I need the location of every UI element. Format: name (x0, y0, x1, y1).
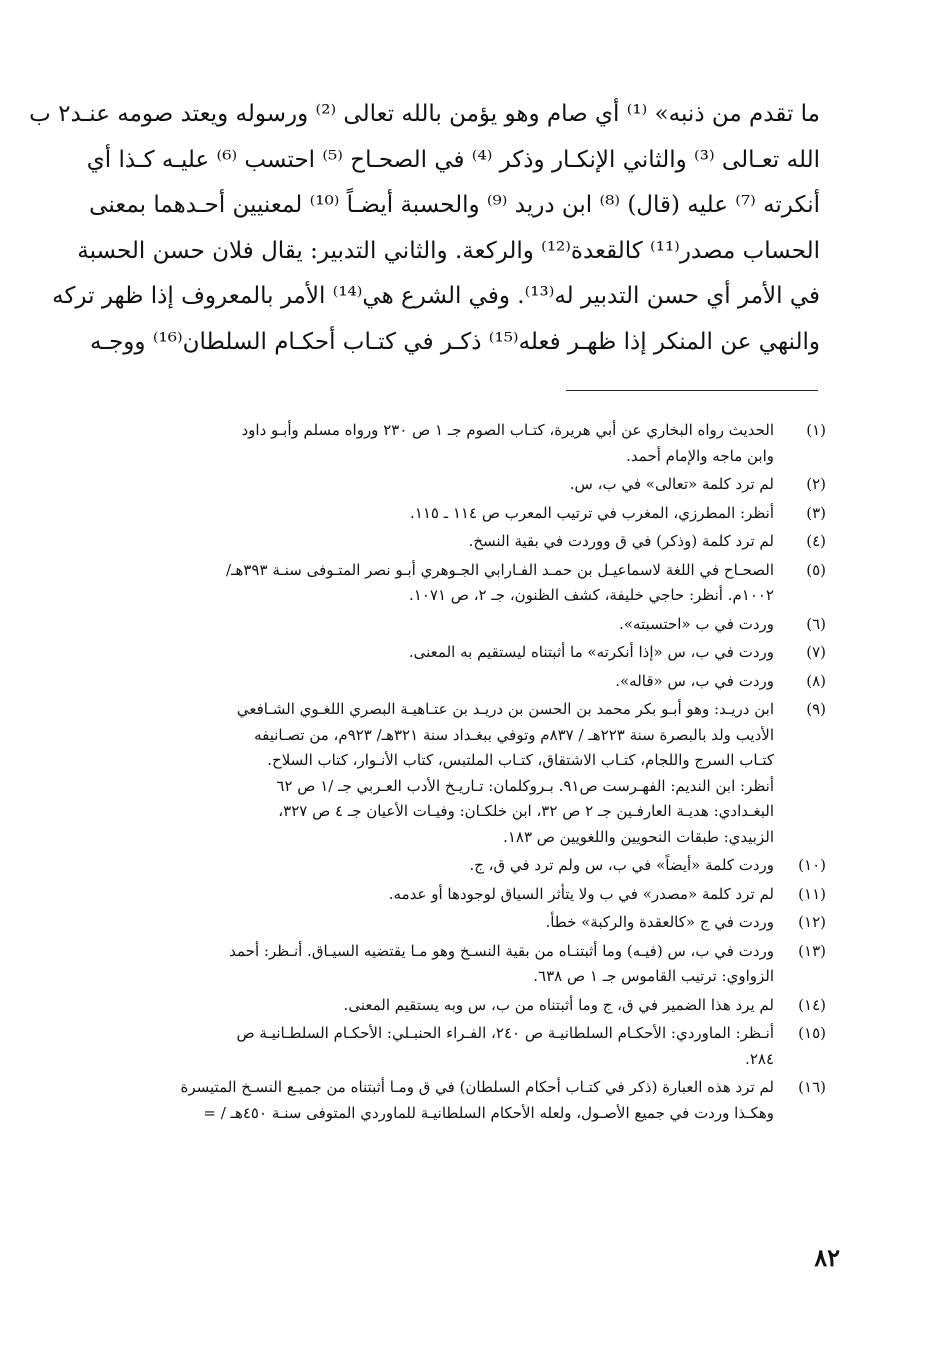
footnote-text (120, 1075, 774, 1126)
footnote-text (120, 993, 774, 1019)
footnote (120, 669, 826, 695)
footnote-line: لم ترد هذه العبارة (ذكر في كتـاب أحكام السلطان) في ق ومـا أثبتناه من جميـع النسـخ المتيسرة (180, 1078, 774, 1096)
footnote-line: لم يرد هذا الضمير في ق، ج وما أثبتناه من ب، س وبه يستقيم المعنى. (343, 995, 774, 1014)
footnote-line: ١٠٠٢م. أنظر: حاجي خليفة، كشف الظنون، جـ ٢، ص ١٠٧١. (409, 586, 774, 604)
footnote-line: لم ترد كلمة (وذكر) في ق ووردت في بقية النسخ. (468, 532, 774, 550)
footnote-text (120, 853, 774, 879)
footnote-line: وردت في ب، س «قاله». (615, 671, 774, 690)
footnote-text (120, 640, 774, 666)
footnote-line: لم ترد كلمة «تعالى» في ب، س. (569, 475, 774, 493)
main-text-line: والنهي عن المنكر إذا ظهـر فعله⁽¹⁵⁾ ذكـر في كتـاب أحكـام السلطان⁽¹⁶⁾ ووجـه (90, 328, 820, 355)
footnote-number: (٥) (806, 560, 826, 579)
footnote (120, 910, 826, 936)
footnote-number: (١٠) (798, 856, 826, 874)
footnote (120, 1021, 826, 1072)
footnote-text (120, 418, 774, 469)
main-text-line: في الأمر أي حسن التدبير له⁽¹³⁾. وفي الشرع هي⁽¹⁴⁾ الأمر بالمعروف إذا ظهر تركه (52, 283, 820, 309)
main-text-line: أنكرته ⁽⁷⁾ عليه (قال) ⁽⁸⁾ ابن دريد ⁽⁹⁾ والحسبة أيضـاً ⁽¹⁰⁾ لمعنيين أحـدهما بمعنى (89, 192, 820, 218)
footnote-line: الزبيدي: طبقات النحويين واللغويين ص ١٨٣. (503, 827, 774, 846)
footnote-number: (٣) (806, 503, 826, 522)
footnote (120, 697, 826, 850)
footnote (120, 501, 826, 527)
footnote-text (120, 1021, 774, 1072)
footnote-number: (٦) (806, 614, 826, 633)
footnote-line: أنظر: ابن النديم: الفهـرست ص٩١. بـروكلمان: تـاريـخ الأدب العـربي جـ /١ ص ٦٢ (276, 776, 774, 795)
footnote-separator (566, 390, 818, 391)
footnote-line: وردت في ب «احتسبته». (619, 614, 774, 633)
footnote-line: الصحـاح في اللغة لاسماعيـل بن حمـد الفـارابي الجـوهري أبـو نصر المتـوفى سنـة ٣٩٣هـ/ (226, 560, 774, 579)
footnote-text (120, 669, 774, 695)
footnote-line: الحديث رواه البخاري عن أبي هريرة، كتـاب الصوم جـ ١ ص ٢٣٠ ورواه مسلم وأبـو داود (241, 421, 774, 439)
footnote-number: (١٦) (798, 1078, 826, 1096)
footnote (120, 1075, 826, 1126)
main-text-line: ما تقدم من ذنبه» ⁽¹⁾ أي صام وهو يؤمن بالله تعالى ⁽²⁾ ورسوله ويعتد صومه عنـد٢ ب (29, 101, 820, 127)
footnote (120, 640, 826, 666)
footnote-line: لم ترد كلمة «مصدر» في ب ولا يتأثر السياق لوجودها أو عدمه. (388, 884, 774, 903)
footnote-text (120, 472, 774, 498)
footnote-line: وردت في ب، س (فيـه) وما أثبتنـاه من بقية النسـخ وهو مـا يقتضيه السيـاق. أنـظر: أحمد (229, 941, 774, 960)
footnote-number: (١) (806, 421, 826, 439)
main-text-line: الحساب مصدر⁽¹¹⁾ كالقعدة⁽¹²⁾ والركعة. والثاني التدبير: يقال فلان حسن الحسبة (77, 237, 820, 264)
footnote-line: ٢٨٤. (745, 1049, 774, 1068)
footnote (120, 993, 826, 1019)
footnote (120, 853, 826, 879)
footnote-number: (١١) (798, 884, 826, 903)
footnote (120, 612, 826, 638)
footnote (120, 939, 826, 990)
footnote-number: (١٣) (798, 941, 826, 960)
footnote-line: وردت في ب، س «إذا أنكرته» ما أثبتناه ليستقيم به المعنى. (408, 643, 774, 661)
footnote (120, 529, 826, 555)
footnote-number: (٤) (806, 532, 826, 550)
footnote-number: (١٢) (798, 913, 826, 931)
main-text (29, 92, 820, 365)
page-number: ٨٢ (814, 1243, 840, 1272)
footnote-line: أنظر: المطرزي، المغرب في ترتيب المعرب ص ١١٤ ـ ١١٥. (409, 503, 774, 522)
footnote-text (120, 882, 774, 908)
footnote-text (120, 612, 774, 638)
footnote-line: أنـظر: الماوردي: الأحكـام السلطانيـة ص ٢٤٠، الفـراء الحنبـلي: الأحكـام السلطـانيـة ص (236, 1024, 774, 1042)
footnote-number: (٨) (806, 671, 826, 690)
footnote-line: البغـدادي: هديـة العارفـين جـ ٢ ص ٣٢، ابن خلكـان: وفيـات الأعيان جـ ٤ ص ٣٢٧، (278, 802, 774, 820)
footnote-number: (٧) (806, 643, 826, 661)
footnote-text (120, 501, 774, 527)
footnote (120, 558, 826, 609)
footnote-line: وابن ماجه والإمام أحمد. (626, 446, 774, 465)
footnote-line: كتـاب السرج واللجام، كتـاب الاشتقاق، كتـاب الملتبس، كتاب الأنـوار، كتاب السلاح. (267, 751, 774, 769)
footnote-text (120, 529, 774, 555)
footnote-text (120, 697, 774, 850)
footnote-line: وردت في ج «كالعقدة والركبة» خطأ. (545, 913, 774, 931)
footnotes (120, 418, 826, 1129)
footnote-number: (٩) (806, 700, 826, 718)
footnote-number: (١٤) (798, 995, 826, 1014)
footnote-text (120, 910, 774, 936)
footnote-number: (١٥) (798, 1024, 826, 1042)
footnote-line: وردت كلمة «أيضاً» في ب، س ولم ترد في ق، ج. (469, 856, 774, 874)
main-text-line: الله تعـالى ⁽³⁾ والثاني الإنكـار وذكر ⁽⁴⁾ في الصحـاح ⁽⁵⁾ احتسب ⁽⁶⁾ عليـه كـذا أي (86, 146, 820, 173)
footnote (120, 418, 826, 469)
footnote (120, 882, 826, 908)
footnote (120, 472, 826, 498)
footnote-number: (٢) (806, 475, 826, 493)
footnote-line: ابن دريـد: وهو أبـو بكر محمد بن الحسن بن دريـد بن عتـاهيـة البصري اللغـوي الشـافعي (236, 700, 774, 718)
footnote-line: الزواوي: ترتيب القاموس جـ ١ ص ٦٣٨. (533, 967, 774, 985)
footnote-text (120, 939, 774, 990)
footnote-line: الأديب ولد بالبصرة سنة ٢٢٣هـ / ٨٣٧م وتوفي ببغـداد سنة ٣٢١هـ/ ٩٢٣م، من تصـانيفه (254, 725, 774, 744)
footnote-line: وهكـذا وردت في جميع الأصـول، ولعله الأحكام السلطانيـة للماوردي المتوفى سنـة ٤٥٠هـ / = (203, 1103, 774, 1122)
footnote-text (120, 558, 774, 609)
